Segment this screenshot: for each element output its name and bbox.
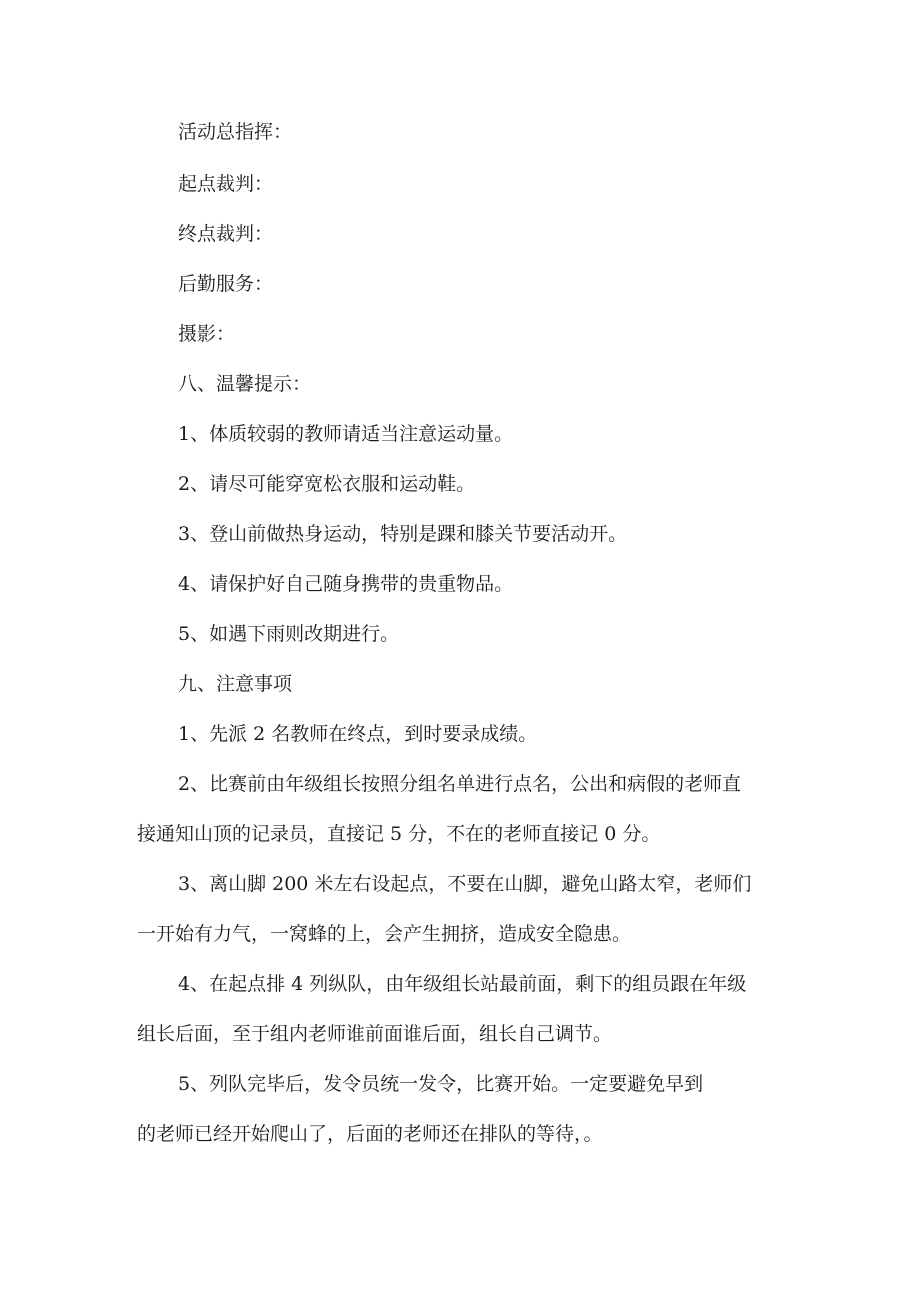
note-item-2-line-2: 接通知山顶的记录员，直接记 5 分，不在的老师直接记 0 分。	[137, 823, 661, 845]
tip-item: 5、如遇下雨则改期进行。	[178, 623, 400, 645]
role-commander: 活动总指挥：	[178, 121, 293, 143]
tip-item: 1、体质较弱的教师请适当注意运动量。	[178, 423, 514, 445]
tip-item: 2、请尽可能穿宽松衣服和运动鞋。	[178, 473, 476, 495]
note-item-5-line-1: 5、列队完毕后，发令员统一发令，比赛开始。一定要避免早到	[178, 1073, 704, 1095]
tips-heading: 八、温馨提示：	[178, 373, 312, 395]
note-item-3-line-2: 一开始有力气，一窝蜂的上，会产生拥挤，造成安全隐患。	[137, 923, 632, 945]
note-item-2-line-1: 2、比赛前由年级组长按照分组名单进行点名，公出和病假的老师直	[178, 773, 742, 795]
note-item-4-line-2: 组长后面，至于组内老师谁前面谁后面，组长自己调节。	[137, 1023, 613, 1045]
note-item-3-line-1: 3、离山脚 200 米左右设起点，不要在山脚，避免山路太窄，老师们	[178, 873, 752, 895]
role-finish-referee: 终点裁判：	[178, 223, 274, 245]
role-start-referee: 起点裁判：	[178, 173, 274, 195]
tip-item: 4、请保护好自己随身携带的贵重物品。	[178, 573, 514, 595]
tip-item: 3、登山前做热身运动，特别是踝和膝关节要活动开。	[178, 523, 628, 545]
note-item-4-line-1: 4、在起点排 4 列纵队，由年级组长站最前面，剩下的组员跟在年级	[178, 973, 747, 995]
note-item-1: 1、先派 2 名教师在终点，到时要录成绩。	[178, 723, 538, 745]
role-logistics: 后勤服务：	[178, 273, 274, 295]
notes-heading: 九、注意事项	[178, 673, 293, 695]
role-photography: 摄影：	[178, 323, 236, 345]
note-item-5-line-2: 的老师已经开始爬山了，后面的老师还在排队的等待，。	[137, 1123, 603, 1145]
